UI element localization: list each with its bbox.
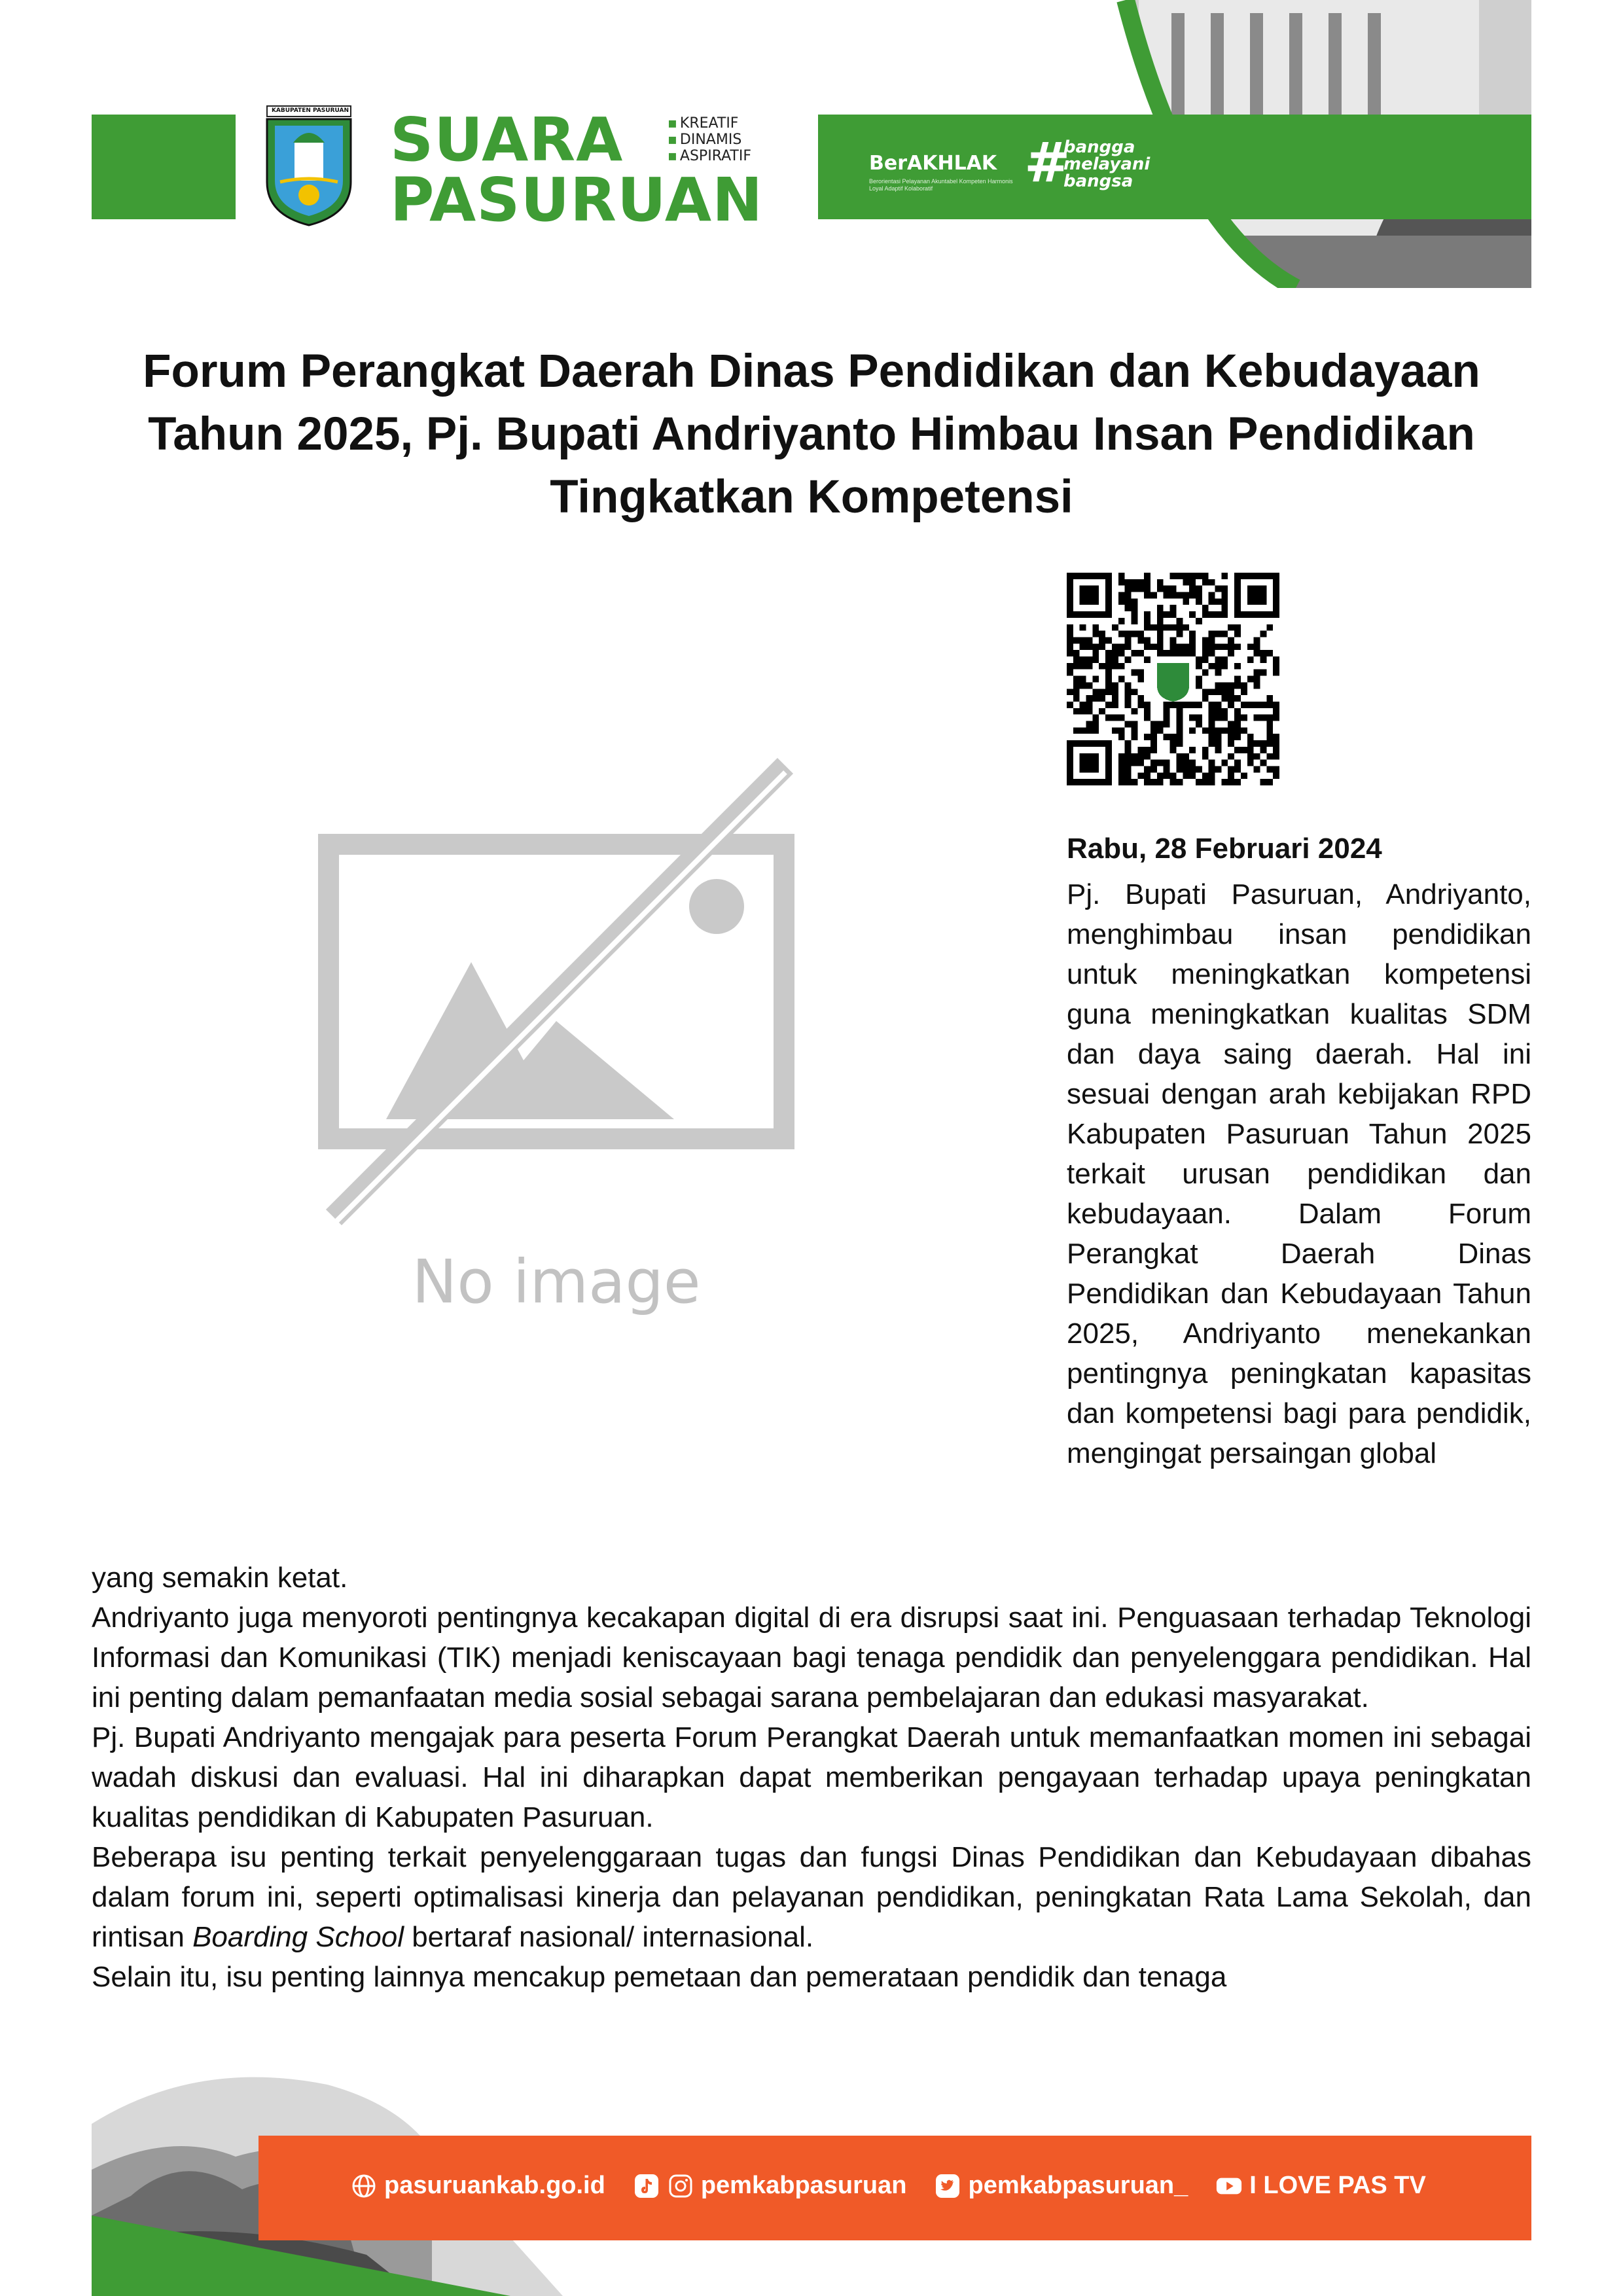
berakhlak-subtitle: Berorientasi Pelayanan Akuntabel Kompeten Harmonis Loyal Adaptif Kolaboratif <box>869 178 1013 192</box>
paragraph-4-italic: Boarding School <box>192 1921 404 1953</box>
regency-label-text <box>268 105 352 114</box>
footer-twitter[interactable] <box>934 2172 1188 2200</box>
brand-slogan <box>668 115 751 164</box>
bangga-line-2: melayani <box>1063 154 1150 174</box>
publish-date: Rabu, 28 Februari 2024 <box>1067 833 1382 865</box>
youtube-icon <box>1215 2172 1243 2200</box>
qr-emblem-icon <box>1157 663 1189 702</box>
bangga-line-1: bangga <box>1063 137 1135 157</box>
header-left-green-bar <box>92 115 236 219</box>
svg-text:KABUPATEN PASURUAN: KABUPATEN PASURUAN <box>271 107 349 114</box>
slogan-1: ▪ KREATIF <box>668 115 751 132</box>
brand-line-1: SUARA <box>390 105 624 175</box>
twitter-label: pemkabpasuruan_ <box>968 2172 1188 2199</box>
berakhlak-logo: BerAKHLAK <box>869 152 997 175</box>
article-title: Forum Perangkat Daerah Dinas Pendidikan dan Kebudayaan Tahun 2025, Pj. Bupati Andriyanto Himbau Insan Pendidikan Tingkatkan Kompetensi <box>143 346 1480 523</box>
footer-youtube[interactable] <box>1215 2172 1426 2200</box>
paragraph-1-column: Pj. Bupati Pasuruan, Andriyanto, menghimbau insan pendidikan untuk meningkatkan kompetensi guna meningkatkan kualitas SDM dan daya saing daerah. Hal ini sesuai dengan arah kebijakan RPD Kabupaten Pasuruan Tahun 2025 terkait urusan pendidikan dan kebudayaan. Dalam Forum Perangkat Daerah Dinas Pendidikan dan Kebudayaan Tahun 2025, Andriyanto menekankan pentingnya peningkatan kapasitas dan kompetensi bagi para pendidik, mengingat persaingan global <box>1067 878 1531 1469</box>
slogan-2: ▪ DINAMIS <box>668 132 751 148</box>
instagram-icon <box>667 2172 694 2200</box>
regency-emblem-icon <box>260 103 357 228</box>
svg-text:No image: No image <box>412 1247 701 1317</box>
paragraph-4-end: bertaraf nasional/ internasional. <box>403 1921 814 1953</box>
paragraph-4 <box>92 1837 1531 1957</box>
website-label: pasuruankab.go.id <box>384 2172 605 2199</box>
slogan-3: ▪ ASPIRATIF <box>668 148 751 164</box>
no-image-placeholder <box>308 753 805 1322</box>
instagram-label: pemkabpasuruan <box>700 2172 907 2199</box>
footer-website[interactable] <box>350 2172 605 2200</box>
footer-instagram[interactable] <box>633 2172 907 2200</box>
hashtag-icon: # <box>1024 130 1071 194</box>
globe-icon <box>350 2172 378 2200</box>
bangga-line-3: bangsa <box>1063 171 1133 191</box>
twitter-icon <box>934 2172 961 2200</box>
paragraph-3: Pj. Bupati Andriyanto mengajak para peserta Forum Perangkat Daerah untuk memanfaatkan momen ini sebagai wadah diskusi dan evaluasi. Hal ini diharapkan dapat memberikan pengayaan terhadap upaya peningkatan kualitas pendidikan di Kabupaten Pasuruan. <box>92 1721 1531 1833</box>
bangga-melayani-logo <box>1024 130 1150 194</box>
paragraph-2: Andriyanto juga menyoroti pentingnya kecakapan digital di era disrupsi saat ini. Penguasaan terhadap Teknologi Informasi dan Komunikasi (TIK) menjadi keniscayaan bagi tenaga pendidik dan penyelenggara pendidikan. Hal ini penting dalam pemanfaatan media sosial sebagai sarana pembelajaran dan edukasi masyarakat. <box>92 1602 1531 1713</box>
footer-green-accent <box>92 2215 510 2296</box>
article-body <box>92 1558 1531 1997</box>
paragraph-5: Selain itu, isu penting lainnya mencakup pemetaan dan pemerataan pendidik dan tenaga <box>92 1961 1227 1993</box>
youtube-label: I LOVE PAS TV <box>1249 2172 1426 2199</box>
qr-code[interactable] <box>1067 573 1279 785</box>
truncated-text-fade <box>92 2039 1531 2058</box>
brand-line-2: PASURUAN <box>390 165 764 235</box>
paragraph-4-start: Beberapa isu penting terkait penyelenggaraan tugas dan fungsi Dinas Pendidikan dan Kebudayaan dibahas dalam forum ini, seperti optimalisasi kinerja dan pelayanan pendidikan, peningkatan Rata Lama Sekolah, dan rintisan <box>92 1841 1531 1953</box>
footer-contacts <box>350 2172 1426 2200</box>
tiktok-icon <box>633 2172 660 2200</box>
paragraph-1-continuation: yang semakin ketat. <box>92 1562 348 1594</box>
